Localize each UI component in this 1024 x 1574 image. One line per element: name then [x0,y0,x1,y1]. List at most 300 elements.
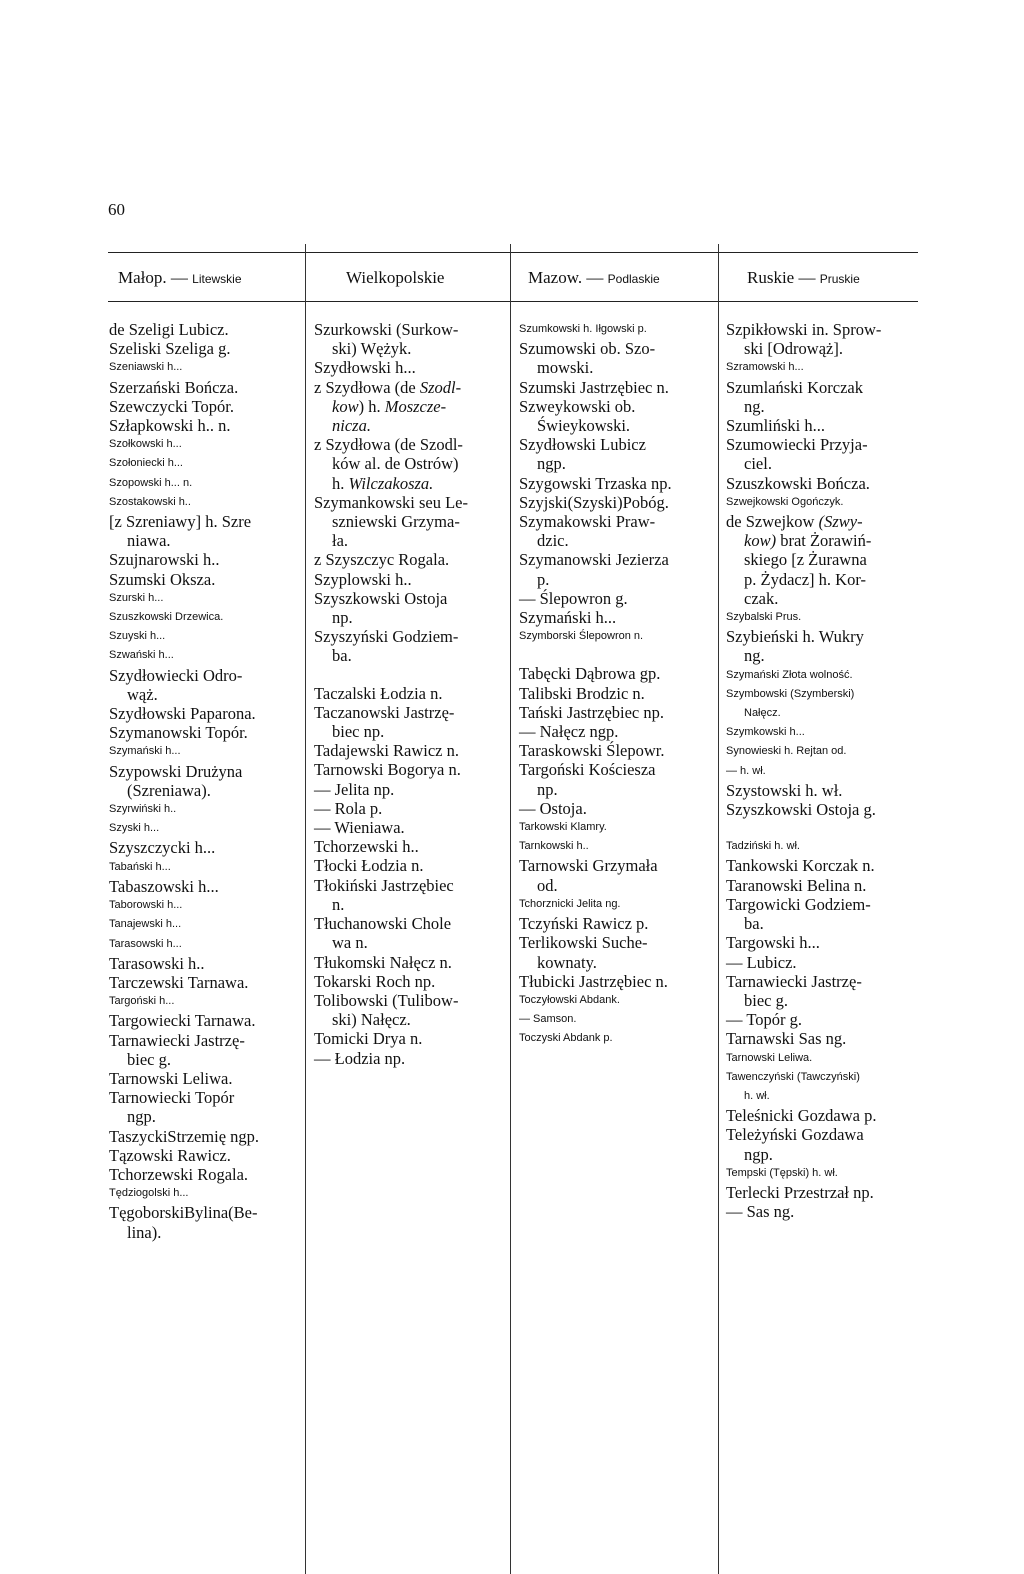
entry-line: kow) brat Żorawiń- [744,531,872,551]
entry [109,1203,305,1241]
entry-line: p. [537,569,550,589]
entry [726,435,924,473]
entry [109,858,305,877]
entry-line: wa n. [332,933,368,953]
entry-line: biec g. [744,990,788,1010]
entry [519,741,718,760]
column-header [747,268,860,288]
entry [519,837,718,856]
entry-line: de Szwejkow (Szwy- [726,512,863,532]
entry [109,935,305,954]
entry-line: Szołkowski h... [109,438,182,451]
entry-line: Teleśnicki Gozdawa p. [726,1106,877,1126]
entry-line: z Szydłowa (de Szodl- [314,435,463,455]
entry [109,992,305,1011]
entry-line: Tadajewski Rawicz n. [314,741,460,761]
entry-line: Szystowski h. wł. [726,780,843,800]
entry-line: Tchorzewski h.. [314,837,419,857]
header-bottom-rule [108,301,918,302]
entry [314,837,510,856]
entry-line: — Nałęcz ngp. [519,722,619,742]
entry-line: TęgoborskiBylina(Be- [109,1203,258,1223]
entry-line: — Łodzia np. [314,1048,406,1068]
entry-line: Tarnawiecki Jastrzę- [726,971,862,991]
column-divider [305,244,306,1574]
entry [726,837,924,856]
entry-line: Tchorznicki Jelita ng. [519,897,621,910]
entry-line: ng. [744,646,765,666]
entry [109,877,305,896]
entry-line: Tarnawiecki Jastrzę- [109,1030,245,1050]
entry [314,1029,510,1048]
entry-line: Szyszkowski Ostoja [314,588,448,608]
entry-line: Tankowski Korczak n. [726,856,875,876]
entry [109,416,305,435]
entry [109,397,305,416]
entry [726,512,924,608]
entry [726,493,924,512]
entry-column [519,320,718,1049]
entry-line: Tolibowski (Tulibow- [314,990,459,1010]
entry [726,608,924,627]
entry-line: Szyski h... [109,822,160,835]
entry-line: ngp. [744,1144,773,1164]
entry [726,781,924,800]
entry-line: h. Wilczakosza. [332,473,434,493]
entry [109,1184,305,1203]
entry-line: Szymborski Ślepowron n. [519,630,644,643]
entry [726,1202,924,1221]
entry [109,1146,305,1165]
entry [109,589,305,608]
entry-line: ciel. [744,454,772,474]
entry-line: Szymański h... [109,745,181,758]
column-header [118,268,242,288]
entry-line: skiego [z Żurawna [744,550,867,570]
entry [109,704,305,723]
entry-line: — Wieniawa. [314,818,405,838]
entry-line: Targowiecki Tarnawa. [109,1011,256,1031]
entry [109,570,305,589]
entry-line: Tarnowski Leliwa. [726,1051,813,1064]
entry-line: Szerzański Bończa. [109,377,239,397]
column-header-sep: — [582,268,608,287]
entry-line: Taczalski Łodzia n. [314,683,443,703]
entry [726,474,924,493]
entry-line: lina). [127,1222,162,1242]
entry-line: Szurkowski (Surkow- [314,320,459,339]
column-divider [718,244,719,1574]
entry-line: kownaty. [537,952,597,972]
entry [519,550,718,588]
entry [314,760,510,779]
entry-line: Tarnkowski h.. [519,840,589,853]
entry-line: Szpikłowski in. Sprow- [726,320,882,339]
entry [519,972,718,991]
entry-line: Taranowski Belina n. [726,875,867,895]
entry [519,1029,718,1048]
entry-line: Szydłowiecki Odro- [109,665,243,685]
column-header-sub: Pruskie [819,272,860,286]
entry-line: Tabański h... [109,860,171,873]
entry-line: Szybieński h. Wukry [726,627,864,647]
entry-line: Tabaszowski h... [109,876,219,896]
entry-line: ngp. [127,1107,156,1127]
entry-line: Szydłowski Paparona. [109,704,256,724]
entry [314,741,510,760]
entry-line: Szymański h... [519,608,617,628]
entry-line: wąż. [127,684,158,704]
entry-line: Tarczewski Tarnawa. [109,972,249,992]
entry [519,895,718,914]
column-header [528,268,660,288]
entry [519,397,718,435]
entry-line: — Samson. [519,1013,577,1026]
entry [109,378,305,397]
entry-line: Szwański h... [109,649,174,662]
entry [314,493,510,551]
entry-line: Tarnowski Grzymała [519,856,658,876]
entry [519,589,718,608]
entry [109,627,305,646]
entry [519,493,718,512]
column-header-sub: Podlaskie [607,272,660,286]
entry-line: Teleżyński Gozdawa [726,1125,864,1145]
entry [519,684,718,703]
entry-line: Szyszyński Godziem- [314,627,459,647]
entry [519,608,718,627]
entry [314,799,510,818]
column-header [346,268,444,288]
entry-line: Szuyski h... [109,630,166,643]
entry-line: Nałęcz. [744,707,781,720]
entry [109,608,305,627]
entry-line: Szybalski Prus. [726,611,802,624]
entry [726,358,924,377]
entry-line: Szwejkowski Ogończyk. [726,495,844,508]
entry-line: Szłapkowski h.. n. [109,416,231,436]
entry [519,933,718,971]
entry-line: szniewski Grzyma- [332,512,460,532]
entry-line: Terlikowski Suche- [519,933,648,953]
entry [519,914,718,933]
entry-line: Świeykowski. [537,416,631,436]
entry-line: — Rola p. [314,798,383,818]
entry-line: Szydłowski h... [314,358,416,378]
entry-line: Szyrwiński h.. [109,803,177,816]
entry-line: Tarnowski Bogorya n. [314,760,461,780]
entry [519,378,718,397]
entry-line: Szymakowski Praw- [519,512,656,532]
entry-line: Szymanowski Topór. [109,723,248,743]
entry [109,666,305,704]
entry [109,1069,305,1088]
column-header-sub: Litewskie [192,272,242,286]
entry-line: Szumliński h... [726,416,826,436]
entry-line: mowski. [537,358,594,378]
entry [314,550,510,569]
entry-line: ski [Odrowąż]. [744,339,843,359]
entry-line: Szygowski Trzaska np. [519,473,672,493]
entry-line: — Lubicz. [726,952,797,972]
entry-line: p. Żydacz] h. Kor- [744,569,866,589]
entry-column [109,320,305,1242]
entry [109,1031,305,1069]
entry [519,818,718,837]
entry [726,742,924,761]
entry [726,1164,924,1183]
entry-line: Tarasowski h.. [109,953,205,973]
entry [726,1049,924,1068]
entry [109,819,305,838]
entry [726,1183,924,1202]
entry-line: Targoński Kościesza [519,760,656,780]
entry [314,818,510,837]
entry [109,474,305,493]
entry [726,933,924,952]
entry-line: TaszyckiStrzemię ngp. [109,1126,260,1146]
entry [314,991,510,1029]
entry [109,742,305,761]
entry [314,627,510,665]
entry [109,954,305,973]
entry [314,703,510,741]
entry-line: [z Szreniawy] h. Szre [109,512,252,532]
entry [109,358,305,377]
entry [109,762,305,800]
entry [109,723,305,742]
entry-line: h. wł. [744,1089,770,1102]
entry-line: Tokarski Roch np. [314,971,436,991]
entry [314,1049,510,1068]
entry-line: Szydłowski Lubicz [519,435,646,455]
entry [726,627,924,665]
entry-line: Szołoniecki h... [109,457,183,470]
entry-line: Tczyński Rawicz p. [519,914,649,934]
entry-line: Toczyski Abdank p. [519,1032,613,1045]
entry-line: — Sas ng. [726,1202,795,1222]
entry [519,722,718,741]
entry [314,378,510,436]
entry-line: Targowski h... [726,933,820,953]
entry-line: Terlecki Przestrzał np. [726,1182,874,1202]
entry-line: Targoński h... [109,995,175,1008]
entry [314,570,510,589]
entry [109,454,305,473]
entry-line: Tędziogolski h... [109,1187,189,1200]
entry [726,1010,924,1029]
entry [726,666,924,685]
entry-line: ngp. [537,454,566,474]
entry-line: Szeliski Szeliga g. [109,339,231,359]
entry [314,914,510,952]
entry [314,589,510,627]
entry-line: Tarnowski Leliwa. [109,1068,233,1088]
entry [519,320,718,339]
entry-line: ba. [744,914,764,934]
entry [726,762,924,781]
entry [726,1029,924,1048]
entry-line: Tanajewski h... [109,918,182,931]
entry [314,856,510,875]
entry [726,1125,924,1163]
entry [314,320,510,358]
entry-line: Tarkowski Klamry. [519,821,607,834]
entry-line: Tabęcki Dąbrowa gp. [519,664,661,684]
column-divider [510,244,511,1574]
entry-line: Szymański Złota wolność. [726,668,853,681]
entry-line: biec g. [127,1049,171,1069]
entry [109,838,305,857]
entry-line: Szyszczycki h... [109,838,216,858]
entry [726,1106,924,1125]
entry-line: (Szreniawa). [127,780,211,800]
entry-line: np. [332,608,353,628]
entry-line: Szurski h... [109,591,164,604]
entry [109,320,305,339]
entry-line: ski) Wężyk. [332,339,412,359]
entry-line: Szeniawski h... [109,361,183,374]
entry-line: Tłocki Łodzia n. [314,856,424,876]
entry-line: Tłukomski Nałęcz n. [314,952,452,972]
entry-line: Szumowiecki Przyja- [726,435,868,455]
entry [726,800,924,819]
entry-line: Tarnowiecki Topór [109,1088,235,1108]
entry-line: Szuszkowski Bończa. [726,473,870,493]
entry [519,512,718,550]
entry [726,895,924,933]
entry-column [726,320,924,1221]
page-number: 60 [108,200,125,219]
entry [109,435,305,454]
entry-line: Szymankowski seu Le- [314,492,468,512]
entry-line: Tempski (Tępski) h. wł. [726,1166,838,1179]
entry [109,550,305,569]
entry [109,1088,305,1126]
entry-line: Szramowski h... [726,361,804,374]
entry [314,358,510,377]
column-header-main: Wielkopolskie [346,268,445,287]
entry-line: Toczyłowski Abdank. [519,993,620,1006]
entry-line: Szostakowski h.. [109,495,191,508]
entry [519,703,718,722]
entry [314,684,510,703]
entry-line: biec np. [332,722,385,742]
entry [726,972,924,1010]
entry [519,435,718,473]
entry [519,760,718,798]
entry-line: Szumkowski h. Iłgowski p. [519,323,647,335]
entry-line: ła. [332,531,349,551]
entry [519,627,718,646]
entry [519,474,718,493]
entry [109,1127,305,1146]
entry-line: ski) Nałęcz. [332,1010,411,1030]
entry-line: dzic. [537,531,569,551]
entry-line: Tchorzewski Rogala. [109,1164,249,1184]
entry-line: Taraskowski Ślepowr. [519,741,665,761]
entry-line: Szopowski h... n. [109,476,193,489]
entry-line: Tłuchanowski Chole [314,914,452,934]
entry-line: — Topór g. [726,1010,802,1030]
entry [314,953,510,972]
entry-line: Szypowski Drużyna [109,761,243,781]
entry [314,972,510,991]
entry [314,780,510,799]
entry-line: Taczanowski Jastrzę- [314,702,455,722]
entry-line: Taborowski h... [109,899,183,912]
entry-line: n. [332,894,345,914]
entry-line: Szymanowski Jezierza [519,550,669,570]
header-top-rule [108,252,918,253]
entry-line: Tązowski Rawicz. [109,1145,231,1165]
entry-line: ng. [744,396,765,416]
entry [726,953,924,972]
entry [726,320,924,358]
column-header-main: Mazow. [528,268,583,287]
entry [519,856,718,894]
entry-line: Targowicki Godziem- [726,894,871,914]
entry [726,378,924,416]
entry-line: de Szeligi Lubicz. [109,320,229,339]
entry-line: Szuszkowski Drzewica. [109,611,224,624]
column-header-sep: — [794,268,820,287]
entry-line: ba. [332,646,352,666]
entry-line: kow) h. Moszcze- [332,396,447,416]
entry-line: Szumlański Korczak [726,377,864,397]
entry [726,876,924,895]
entry-line: Tomicki Drya n. [314,1029,423,1049]
entry [109,339,305,358]
entry-line: — Ostoja. [519,798,587,818]
entry-line: czak. [744,588,779,608]
entry [314,435,510,493]
entry-line: Tłubicki Jastrzębiec n. [519,971,668,991]
entry-line: niawa. [127,531,171,551]
entry-line: z Szydłowa (de Szodl- [314,377,462,397]
entry [109,1011,305,1030]
entry [109,800,305,819]
entry [109,493,305,512]
entry-line: Szyplowski h.. [314,569,412,589]
entry [109,915,305,934]
entry [109,512,305,550]
entry [726,856,924,875]
entry-line: Szujnarowski h.. [109,550,220,570]
entry-line: — Jelita np. [314,779,395,799]
entry-line: Szymkowski h... [726,726,805,739]
entry [726,723,924,742]
entry-line: Szewczycki Topór. [109,396,235,416]
entry-line: Szymbowski (Szymberski) [726,687,855,700]
entry-line: Tłokiński Jastrzębiec [314,875,454,895]
entry-line: — Ślepowron g. [519,588,628,608]
entry [726,685,924,723]
entry-line: Talibski Brodzic n. [519,683,645,703]
entry-line: Szumski Jastrzębiec n. [519,377,669,397]
entry-line: z Szyszczyc Rogala. [314,550,450,570]
entry [519,339,718,377]
entry-line: nicza. [332,416,371,436]
entry-line: od. [537,875,558,895]
entry-line: Tarasowski h... [109,937,182,950]
entry-line: Synowieski h. Rejtan od. [726,745,847,758]
entry [726,1068,924,1106]
column-header-main: Ruskie [747,268,795,287]
entry [519,664,718,683]
entry-line: — h. wł. [726,764,766,777]
entry [109,646,305,665]
